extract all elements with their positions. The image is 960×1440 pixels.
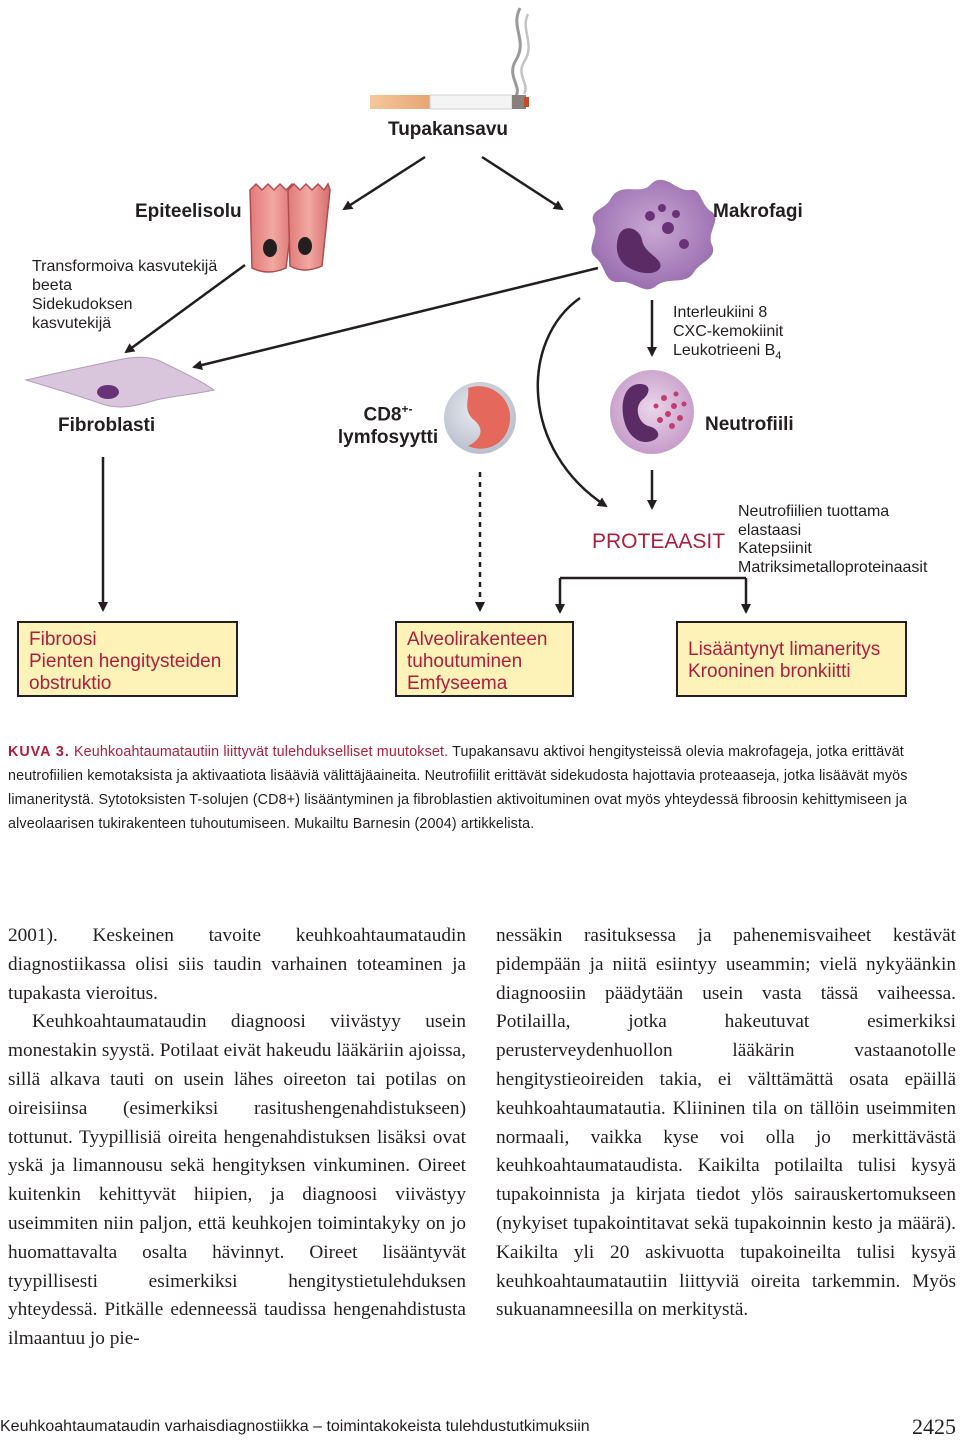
outcome-line: Pienten hengitysteiden bbox=[29, 651, 222, 672]
epithelial-factor: Transformoiva kasvutekijä bbox=[32, 258, 218, 275]
macrophage-label: Makrofagi bbox=[713, 201, 803, 222]
macrophage-factor: CXC-kemokiinit bbox=[673, 323, 784, 340]
epithelial-label: Epiteelisolu bbox=[135, 201, 242, 222]
outcome-line: Alveolirakenteen bbox=[407, 629, 548, 650]
outcome-line: tuhoutuminen bbox=[407, 651, 523, 672]
protease-item: Matriksimetalloproteinaasit bbox=[738, 558, 928, 576]
protease-list bbox=[738, 503, 927, 577]
outcome-box-fibrosis bbox=[17, 621, 238, 697]
paragraph: Keuhkoahtaumataudin diagnoosi viivästyy usein monestakin syystä. Potilaat eivät hakeudu lääkäriin ajoissa, sillä alkava tauti on usein lähes oireeton tai potilas on oireisiinsa (esimerkiksi rasitushengenahdistukseen) tottunut. Tyypillisiä oireita hengenahdistuksen lisäksi ovat yskä ja limannousu sekä hengityksen vinkuminen. Oireet kuitenkin kehittyvät hiipien, ja diagnoosi viivästyy useimmiten niin paljon, että keuhkojen toimintakyky on jo huomattavalta osalta hävinnyt. Oireet lisääntyvät tyypillisesti esimerkiksi hengitystietulehduksen yhteydessä. Pitkälle edenneessä taudissa hengenahdistusta ilmaantuu jo pie- bbox=[8, 1011, 466, 1350]
outcome-box-emphysema bbox=[395, 621, 574, 697]
inflammation-diagram bbox=[0, 0, 960, 700]
cd8-label-main: CD8 bbox=[363, 404, 402, 426]
smoke-label: Tupakansavu bbox=[388, 119, 509, 140]
lymphocyte-icon bbox=[444, 382, 516, 454]
protease-item: Neutrofiilien tuottama bbox=[738, 503, 890, 520]
arrow-smoke-to-macrophage bbox=[482, 157, 562, 209]
running-title: Keuhkoahtaumataudin varhaisdiagnostiikka – toimintakokeista tulehdustutkimuksiin bbox=[0, 1418, 590, 1435]
epithelial-factors bbox=[32, 257, 217, 333]
page-footer bbox=[0, 1414, 960, 1439]
paragraph: 2001). Keskeinen tavoite keuhkoahtaumataudin diagnostiikassa olisi siis taudin varhainen toteaminen ja tupakasta vieroitus. bbox=[8, 925, 466, 1004]
epithelial-cell-icon bbox=[250, 184, 330, 272]
arrow-smoke-to-epithelium bbox=[344, 157, 425, 209]
leukotriene-label: Leukotrieeni B bbox=[673, 342, 776, 359]
proteases-label: PROTEAASIT bbox=[592, 530, 726, 553]
outcome-line: Krooninen bronkiitti bbox=[688, 661, 851, 682]
outcome-line: Emfyseema bbox=[407, 673, 508, 694]
macrophage-factors bbox=[673, 303, 783, 366]
article-right-column bbox=[496, 922, 956, 1325]
figure-caption-body: Tupakansavu aktivoi hengitysteissä olevia makrofageja, jotka erittävät neutrofiilien kemotaksista ja aktivaatiota lisääviä välittäjäaineita. Neutrofiilit erittävät sidekudosta hajottavia proteaaseja, jotka lisäävät myös limaneritystä. Sytotoksisten T-solujen (CD8+) lisääntyminen ja fibroblastien aktivoituminen ovat myös yhteydessä fibroosin kehittymiseen ja alveolaarisen tukirakenteen tuhoutumiseen. Mukailtu Barnesin (2004) artikkelista. bbox=[8, 744, 908, 832]
cd8-label bbox=[336, 398, 440, 449]
paragraph: nessäkin rasituksessa ja pahenemisvaiheet kestävät pidempään ja niitä esiintyy useammin; vielä nykyäänkin diagnoosiin päädytään usein vasta tässä vaiheessa. Potilailla, jotka hakeutuvat esimerkiksi perusterveydenhuollon lääkärin vastaanotolle hengitystieoireiden takia, ei välttämättä osata epäillä keuhkoahtaumatautia. Kliininen tila on tällöin useimmiten normaali, vaikka kyse voi olla jo merkittävästä keuhkoahtaumataudista. Kaikilta potilailta tulisi kysyä tupakoinnista ja kirjata tiedot ylös sairauskertomukseen (nykyiset tupakointitavat sekä tupakoinnin kesto ja määrä). Kaikilta yli 20 askivuotta tupakoineilta tulisi kysyä keuhkoahtaumatautiin liittyviä oireita tarkemmin. Myös sukuanamneesilla on merkitystä. bbox=[496, 925, 956, 1321]
arrow-macrophage-to-lymphocyte bbox=[194, 268, 598, 367]
figure-caption bbox=[8, 740, 958, 836]
diagram-graphics bbox=[0, 0, 960, 700]
cd8-label-line2: lymfosyytti bbox=[337, 427, 439, 449]
macrophage-factor bbox=[673, 341, 783, 366]
macrophage-factor: Interleukiini 8 bbox=[673, 304, 768, 321]
figure-title: Keuhkoahtaumatautiin liittyvät tulehdukselliset muutokset. bbox=[73, 744, 449, 760]
outcome-box-bronchitis bbox=[676, 621, 907, 697]
neutrophil-label: Neutrofiili bbox=[705, 414, 794, 435]
protease-item: elastaasi bbox=[738, 521, 802, 539]
cigarette-icon bbox=[370, 8, 529, 109]
epithelial-factor: kasvutekijä bbox=[32, 315, 112, 332]
macrophage-icon bbox=[591, 180, 715, 290]
protease-item: Katepsiinit bbox=[738, 540, 812, 557]
outcome-line: Fibroosi bbox=[29, 629, 97, 650]
cd8-superscript: +- bbox=[401, 402, 413, 416]
outcome-line: obstruktio bbox=[29, 673, 112, 694]
leukotriene-subscript: 4 bbox=[775, 350, 782, 363]
outcome-line: Lisääntynyt limaneritys bbox=[688, 639, 881, 660]
epithelial-factor: beeta bbox=[32, 277, 73, 294]
page-number: 2425 bbox=[912, 1414, 956, 1439]
fibroblast-icon bbox=[26, 357, 214, 407]
neutrophil-icon bbox=[610, 370, 694, 454]
figure-label: KUVA 3. bbox=[8, 744, 70, 760]
epithelial-factor: Sidekudoksen bbox=[32, 296, 133, 313]
article-left-column bbox=[8, 922, 466, 1354]
fibroblast-label: Fibroblasti bbox=[58, 415, 156, 436]
arrow-macrophage-to-proteases bbox=[538, 298, 606, 506]
